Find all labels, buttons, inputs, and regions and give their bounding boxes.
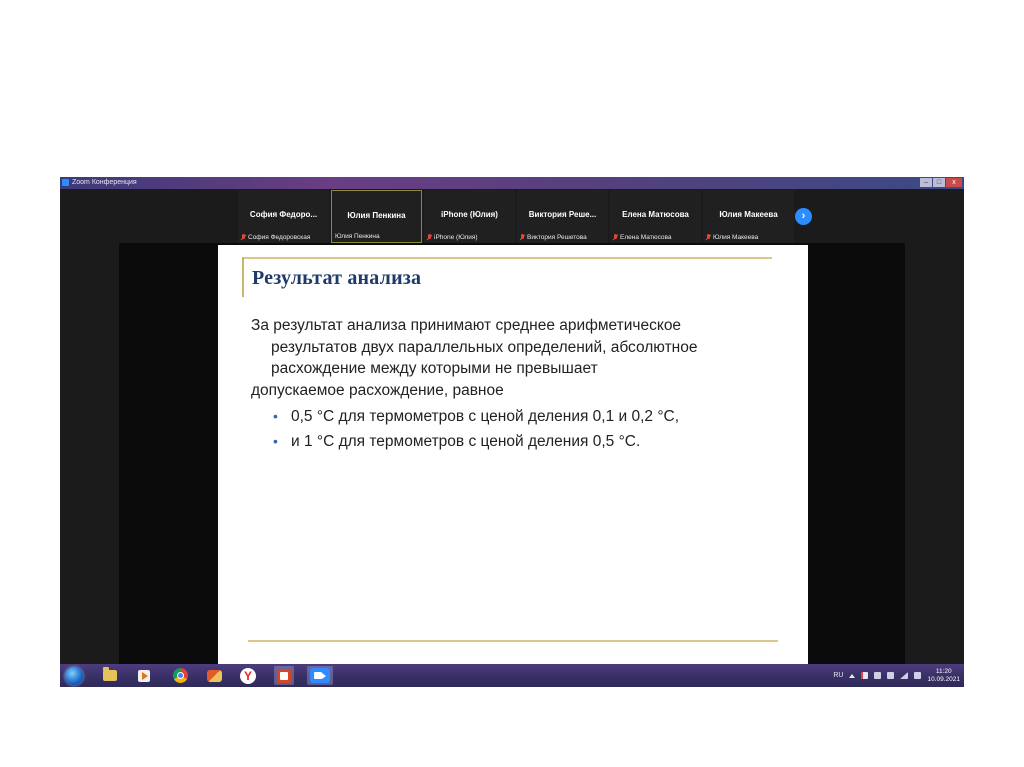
participant-display-name: Юлия Пенкина (347, 211, 406, 220)
participant-display-name: iPhone (Юлия) (441, 210, 498, 219)
participant-full-name: София Федоровская (248, 234, 311, 241)
display-icon[interactable] (887, 672, 894, 679)
slide-body (251, 315, 786, 455)
participant-display-name: София Федоро... (249, 210, 318, 219)
mic-muted-icon (613, 234, 618, 241)
participant-tile-active-speaker[interactable] (331, 190, 422, 243)
clock-date: 10.09.2021 (927, 675, 960, 683)
participant-display-name: Юлия Макеева (719, 210, 778, 219)
slide-title: Результат анализа (252, 267, 422, 289)
volume-icon[interactable] (914, 672, 921, 679)
slide-paragraph (251, 315, 786, 401)
yandex-browser-icon: Y (240, 668, 256, 684)
slide-paragraph-first-line: За результат анализа принимают среднее арифметическое (251, 317, 682, 334)
participant-label (706, 234, 758, 241)
taskbar-powerpoint[interactable] (274, 666, 294, 685)
window-title: Zoom Конференция (72, 179, 137, 186)
mic-muted-icon (706, 234, 711, 241)
participant-full-name: iPhone (Юлия) (434, 234, 478, 241)
participant-label (241, 234, 310, 241)
chrome-icon (173, 668, 188, 683)
zoom-window (60, 177, 964, 687)
mic-muted-icon (241, 234, 246, 241)
show-hidden-icons-icon[interactable] (849, 674, 855, 678)
taskbar-chrome[interactable] (170, 666, 190, 685)
media-player-icon (138, 670, 150, 682)
clock-time: 11:20 (935, 667, 952, 675)
minimize-button[interactable]: – (920, 178, 932, 187)
start-button[interactable] (64, 666, 84, 685)
participant-label (335, 233, 380, 240)
slide-bottom-rule (248, 640, 778, 642)
participant-tile[interactable] (238, 190, 329, 243)
action-center-flag-icon[interactable] (861, 672, 868, 679)
participant-gallery (238, 190, 798, 243)
window-controls (920, 178, 962, 187)
taskbar-media-player[interactable] (134, 666, 154, 685)
shared-slide (218, 245, 808, 664)
mic-muted-icon (427, 234, 432, 241)
network-signal-icon[interactable] (900, 672, 908, 679)
mic-muted-icon (520, 234, 525, 241)
windows-taskbar (60, 664, 964, 687)
slide-paragraph-last-line: допускаемое расхождение, равное (251, 381, 504, 399)
slide-bullet-item: • и 1 °С для термометров с ценой деления 0,5 °С. (273, 431, 786, 453)
slide-bullet-item: • 0,5 °С для термометров с ценой деления 0,1 и 0,2 °С, (273, 406, 786, 428)
slide-bullet-list (251, 406, 786, 452)
system-tray (833, 664, 960, 687)
participant-full-name: Юлия Пенкина (335, 233, 380, 240)
slide-paragraph-continuation: результатов двух параллельных определений, абсолютное расхождение между которыми не превышает (271, 338, 698, 377)
participant-display-name: Елена Матюсова (622, 210, 689, 219)
participant-tile[interactable] (517, 190, 608, 243)
chevron-right-icon[interactable]: › (795, 208, 812, 225)
taskbar-yandex[interactable] (238, 666, 258, 685)
window-titlebar (60, 177, 964, 189)
taskbar-app[interactable] (204, 666, 224, 685)
taskbar-explorer[interactable] (100, 666, 120, 685)
device-icon[interactable] (874, 672, 881, 679)
taskbar-clock[interactable] (927, 668, 960, 684)
flow-app-icon (207, 670, 222, 682)
zoom-icon (310, 668, 330, 683)
participant-tile[interactable] (610, 190, 701, 243)
participant-full-name: Юлия Макеева (713, 234, 759, 241)
folder-icon (103, 670, 117, 681)
participant-label (427, 234, 478, 241)
windows-logo-icon (65, 667, 83, 685)
slide-accent-bar (242, 257, 244, 297)
participant-full-name: Елена Матюсова (620, 234, 672, 241)
zoom-app-icon (62, 179, 69, 186)
language-indicator[interactable]: RU (833, 672, 844, 679)
slide-top-rule (242, 257, 772, 259)
participant-label (520, 234, 587, 241)
participant-full-name: Виктория Решетова (527, 234, 587, 241)
participant-tile[interactable] (424, 190, 515, 243)
taskbar-zoom[interactable] (307, 666, 333, 685)
participant-label (613, 234, 672, 241)
close-button[interactable]: x (946, 178, 962, 187)
maximize-button[interactable]: □ (933, 178, 945, 187)
participant-display-name: Виктория Реше... (528, 210, 597, 219)
participant-tile[interactable] (703, 190, 794, 243)
powerpoint-icon (277, 669, 291, 683)
